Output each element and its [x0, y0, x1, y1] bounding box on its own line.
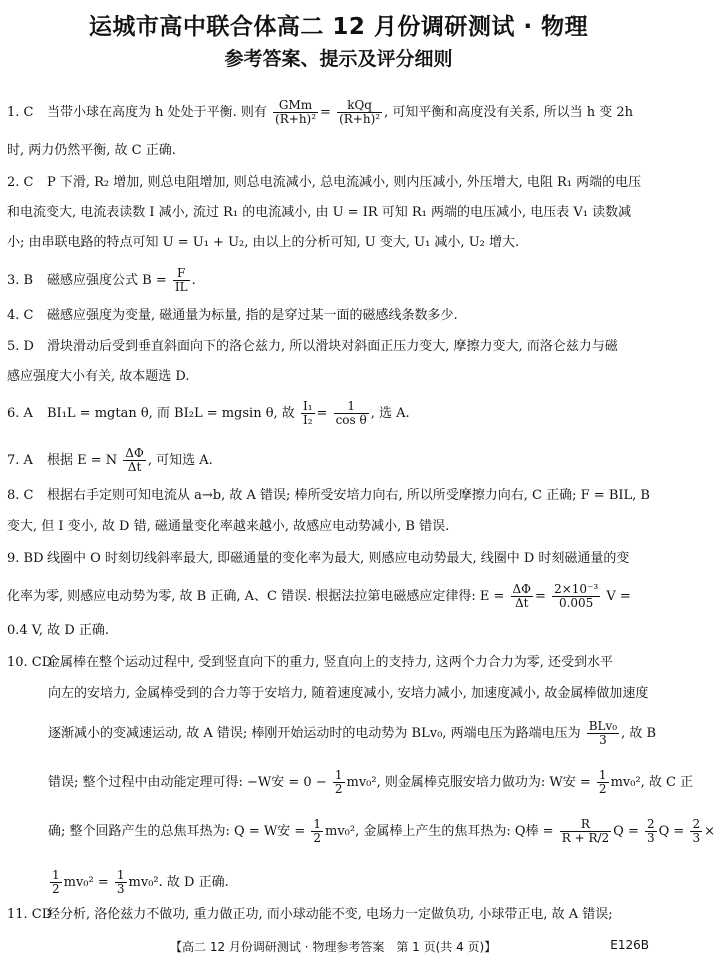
- answer-10-line-6: $\frac{1}{2}$ mv₀² = $\frac{1}{3}$ mv₀². 故 D 正确.: [52, 868, 229, 896]
- answer-1-line-2: 时, 两力仍然平衡, 故 C 正确.: [7, 143, 176, 158]
- page-title: 运城市高中联合体高二 12 月份调研测试 · 物理: [88, 14, 589, 40]
- page-subtitle: 参考答案、提示及评分细则: [224, 48, 453, 70]
- answer-10-line-2: 向左的安培力, 金属棒受到的合力等于安培力, 随着速度减小, 安培力减小, 加速度减小, 故金属棒做加速度: [48, 686, 649, 701]
- answer-9-line-3: 0.4 V, 故 D 正确.: [7, 623, 110, 638]
- answer-2-line-2: 和电流变大, 电流表读数 I 减小, 流过 R₁ 的电流减小, 由 U = IR 可知 R₁ 两端的电压减小, 电压表 V₁ 读数减: [7, 205, 632, 220]
- answer-3: 3. B 磁感应强度公式 B = $\frac{F}{IL}$ .: [7, 266, 196, 294]
- answer-5-line-2: 感应强度大小有关, 故本题选 D.: [7, 369, 190, 384]
- answer-11: 11. CD经分析, 洛伦兹力不做功, 重力做正功, 而小球动能不变, 电场力一定做负功, 小球带正电, 故 A 错误;: [7, 907, 613, 922]
- answer-7: 7. A 根据 E = N $\frac{\Delta\Phi}{\Delta t}$ , 可知选 A.: [7, 446, 213, 474]
- answer-8-line-2: 变大, 但 I 变小, 故 D 错, 磁通量变化率越来越小, 故感应电动势减小, B 错误.: [7, 519, 450, 534]
- answer-8-line-1: 8. C 根据右手定则可知电流从 a→b, 故 A 错误; 棒所受安培力向右, 所以所受摩擦力向右, C 正确; F = BIL, B: [7, 488, 650, 503]
- answer-2-line-1: 2. C P 下滑, R₂ 增加, 则总电阻增加, 则总电流减小, 总电流减小, 则内压减小, 外压增大, 电阻 R₁ 两端的电压: [7, 175, 642, 190]
- answer-10-line-5: 确; 整个回路产生的总焦耳热为: Q = W安 = $\frac{1}{2}$ mv₀², 金属棒上产生的焦耳热为: Q棒 = $\frac{R}{R + R/2}$ Q = $\frac{2}{3}$ Q = $\frac{2}{3}$ ×: [48, 817, 715, 845]
- document-code: E126B: [610, 938, 649, 952]
- page-footer: 【高二 12 月份调研测试 · 物理参考答案 第 1 页(共 4 页)】: [170, 940, 497, 954]
- answer-5-line-1: 5. D 滑块滑动后受到垂直斜面向下的洛仑兹力, 所以滑块对斜面正压力变大, 摩擦力变大, 而洛仑兹力与磁: [7, 339, 618, 354]
- answer-4: 4. C 磁感应强度为变量, 磁通量为标量, 指的是穿过某一面的磁感线条数多少.: [7, 308, 458, 323]
- answer-10-line-3: 逐渐减小的变减速运动, 故 A 错误; 棒刚开始运动时的电动势为 BLv₀, 两端电压为路端电压为 $\frac{\text{BLv₀}}{3}$ , 故 B: [48, 719, 657, 747]
- answer-1-line-1: 1. C 当带小球在高度为 h 处处于平衡. 则有 $\frac{\text{GMm}}{\text{(R+h)²}}$ = $\frac{\text{kQq}}{\text{(R+h)²}}$ , 可知平衡和高度没有关系, 所以当 h 变 2h: [7, 98, 634, 126]
- answer-2-line-3: 小; 由串联电路的特点可知 U = U₁ + U₂, 由以上的分析可知, U 变大, U₁ 减小, U₂ 增大.: [7, 235, 520, 250]
- answer-10-line-4: 错误; 整个过程中由动能定理可得: −W安 = 0 − $\frac{1}{2}$ mv₀², 则金属棒克服安培力做功为: W安 = $\frac{1}{2}$ mv₀², 故 C 正: [48, 768, 694, 796]
- answer-6: 6. A BI₁L = mgtan θ, 而 BI₂L = mgsin θ, 故 $\frac{\text{I₁}}{\text{I₂}}$ = $\frac{1}{\text{cos θ}}$ , 选 A.: [7, 399, 410, 427]
- answer-10-line-1: 10. CD金属棒在整个运动过程中, 受到竖直向下的重力, 竖直向上的支持力, 这两个力合力为零, 还受到水平: [7, 655, 614, 670]
- answer-9-line-1: 9. BD 线圈中 O 时刻切线斜率最大, 即磁通量的变化率为最大, 则感应电动势最大, 线圈中 D 时刻磁通量的变: [7, 551, 630, 566]
- answer-9-line-2: 化率为零, 则感应电动势为零, 故 B 正确, A、C 错误. 根据法拉第电磁感应定律得: E = $\frac{\Delta\Phi}{\Delta t}$ = $\frac{\text{2×10⁻³}}{0.005}$ V =: [7, 582, 631, 610]
